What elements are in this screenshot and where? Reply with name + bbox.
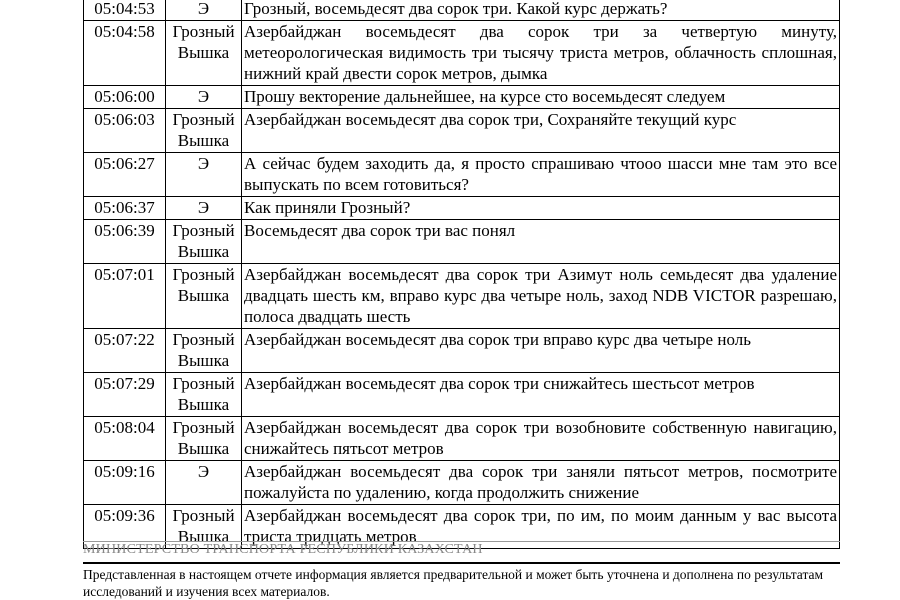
speaker-cell: Э [166, 197, 242, 220]
table-row [84, 329, 840, 373]
message-cell: Азербайджан восемьдесят два сорок три, по им, по моим данным у вас высота триста тридцать метров [242, 505, 840, 549]
time-cell: 05:06:39 [84, 220, 166, 264]
table-row [84, 21, 840, 86]
transcript-rows [84, 0, 840, 549]
time-cell: 05:06:03 [84, 109, 166, 153]
speaker-cell: Грозный Вышка [166, 373, 242, 417]
time-cell: 05:04:58 [84, 21, 166, 86]
message-cell: Азербайджан восемьдесят два сорок три, Сохраняйте текущий курс [242, 109, 840, 153]
speaker-cell: Э [166, 461, 242, 505]
message-cell: Азербайджан восемьдесят два сорок три заняли пятьсот метров, посмотрите пожалуйста по удалению, когда продолжить снижение [242, 461, 840, 505]
message-cell: Азербайджан восемьдесят два сорок три Азимут ноль семьдесят два удаление двадцать шесть км, вправо курс два четыре ноль, заход NDB VICTOR разрешаю, полоса двадцать шесть [242, 264, 840, 329]
time-cell: 05:06:27 [84, 153, 166, 197]
time-cell: 05:04:53 [84, 0, 166, 21]
table-row [84, 86, 840, 109]
message-cell: Азербайджан восемьдесят два сорок три снижайтесь шестьсот метров [242, 373, 840, 417]
table-row [84, 373, 840, 417]
message-cell: Как приняли Грозный? [242, 197, 840, 220]
table-row [84, 220, 840, 264]
speaker-cell: Грозный Вышка [166, 417, 242, 461]
time-cell: 05:07:01 [84, 264, 166, 329]
table-row [84, 461, 840, 505]
time-cell: 05:09:36 [84, 505, 166, 549]
transcript-table [83, 0, 840, 549]
message-cell: А сейчас будем заходить да, я просто спрашиваю чтооо шасси мне там это все выпускать по всем готовиться? [242, 153, 840, 197]
speaker-cell: Грозный Вышка [166, 264, 242, 329]
table-row [84, 153, 840, 197]
speaker-cell: Грозный Вышка [166, 505, 242, 549]
message-cell: Прошу векторение дальнейшее, на курсе сто восемьдесят следуем [242, 86, 840, 109]
speaker-cell: Грозный Вышка [166, 109, 242, 153]
time-cell: 05:06:37 [84, 197, 166, 220]
message-cell: Азербайджан восемьдесят два сорок три вправо курс два четыре ноль [242, 329, 840, 373]
time-cell: 05:06:00 [84, 86, 166, 109]
table-row [84, 264, 840, 329]
time-cell: 05:09:16 [84, 461, 166, 505]
table-row [84, 197, 840, 220]
speaker-cell: Э [166, 0, 242, 21]
time-cell: 05:07:22 [84, 329, 166, 373]
speaker-cell: Грозный Вышка [166, 329, 242, 373]
speaker-cell: Э [166, 153, 242, 197]
disclaimer-text: Представленная в настоящем отчете информация является предварительной и может быть уточнена и дополнена по результатам исследований и изучения всех материалов. [83, 567, 824, 599]
message-cell: Грозный, восемьдесят два сорок три. Какой курс держать? [242, 0, 840, 21]
message-cell: Восемьдесят два сорок три вас понял [242, 220, 840, 264]
speaker-cell: Грозный Вышка [166, 21, 242, 86]
time-cell: 05:08:04 [84, 417, 166, 461]
table-row [84, 417, 840, 461]
speaker-cell: Э [166, 86, 242, 109]
message-cell: Азербайджан восемьдесят два сорок три возобновите собственную навигацию, снижайтесь пятьсот метров [242, 417, 840, 461]
ministry-header: МИНИСТЕРСТВО ТРАНСПОРТА РЕСПУБЛИКИ КАЗАХСТАН [83, 542, 483, 557]
speaker-cell: Грозный Вышка [166, 220, 242, 264]
footer-divider-black [83, 562, 840, 564]
time-cell: 05:07:29 [84, 373, 166, 417]
message-cell: Азербайджан восемьдесят два сорок три за четвертую минуту, метеорологическая видимость три тысячу триста метров, облачность сплошная, нижний край двести сорок метров, дымка [242, 21, 840, 86]
table-row [84, 0, 840, 21]
table-row [84, 109, 840, 153]
